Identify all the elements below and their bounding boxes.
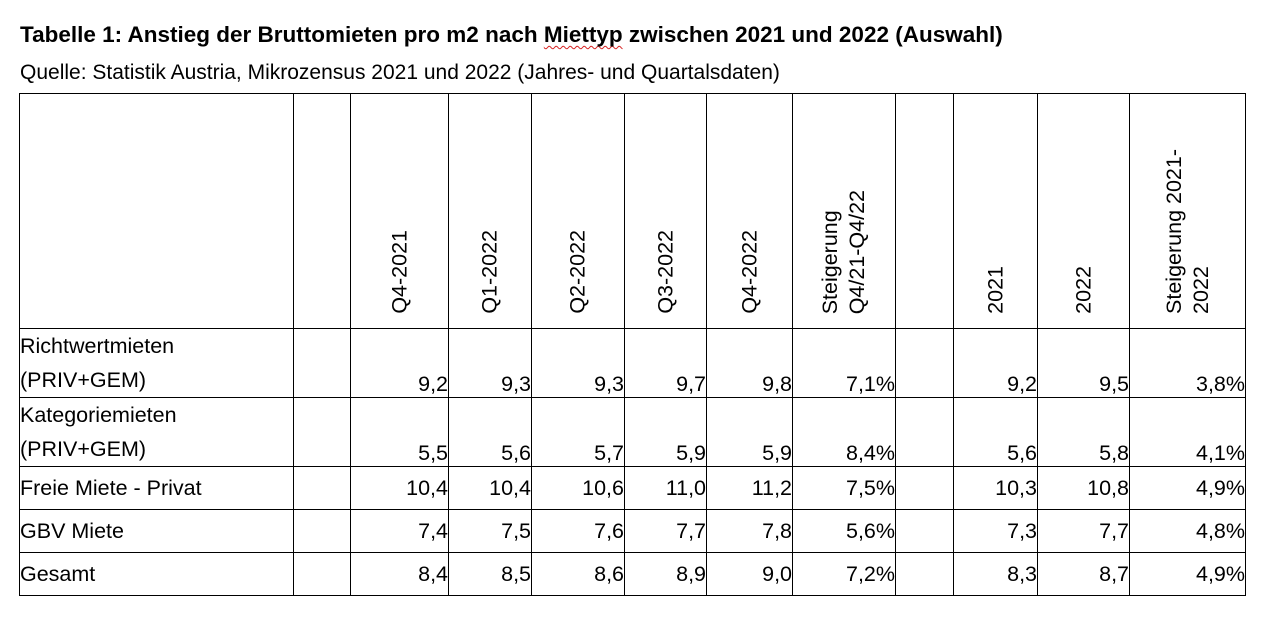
row-label: Richtwertmieten (PRIV+GEM): [20, 329, 294, 398]
value-cell-q1-2022: 10,4: [449, 467, 532, 510]
value-cell-q4-2022: 9,0: [707, 553, 793, 596]
value-cell-steigerung-y: 4,9%: [1130, 467, 1246, 510]
spacer-cell: [294, 510, 351, 553]
table-row: [20, 398, 1246, 467]
row-label: GBV Miete: [20, 510, 294, 553]
value-cell-y2021: 5,6: [954, 398, 1038, 467]
value-cell-q3-2022: 11,0: [625, 467, 707, 510]
header-row: [20, 94, 1246, 329]
value-cell-steigerung-q: 8,4%: [793, 398, 896, 467]
header-q4-2021: Q4-2021: [351, 94, 449, 329]
rent-table: [19, 93, 1246, 596]
value-cell-steigerung-y: 4,1%: [1130, 398, 1246, 467]
value-cell-q4-2021: 8,4: [351, 553, 449, 596]
value-cell-q2-2022: 10,6: [532, 467, 625, 510]
value-cell-q2-2022: 7,6: [532, 510, 625, 553]
spacer-cell: [294, 398, 351, 467]
value-cell-steigerung-q: 7,5%: [793, 467, 896, 510]
title-text-end: zwischen 2021 und 2022 (Auswahl): [622, 22, 1003, 47]
value-cell-q4-2021: 5,5: [351, 398, 449, 467]
header-cell-spacer: [896, 94, 954, 329]
value-cell-q4-2022: 5,9: [707, 398, 793, 467]
spacer-cell: [896, 553, 954, 596]
value-cell-steigerung-q: 7,2%: [793, 553, 896, 596]
value-cell-y2021: 9,2: [954, 329, 1038, 398]
header-q1-2022: Q1-2022: [449, 94, 532, 329]
header-q4-2022: Q4-2022: [707, 94, 793, 329]
table-row: [20, 553, 1246, 596]
spacer-cell: [896, 329, 954, 398]
table-title: [20, 22, 1003, 48]
value-cell-q4-2021: 9,2: [351, 329, 449, 398]
value-cell-q2-2022: 8,6: [532, 553, 625, 596]
value-cell-q4-2022: 7,8: [707, 510, 793, 553]
spacer-cell: [896, 467, 954, 510]
value-cell-y2022: 10,8: [1038, 467, 1130, 510]
value-cell-y2022: 8,7: [1038, 553, 1130, 596]
spacer-cell: [896, 398, 954, 467]
value-cell-y2022: 7,7: [1038, 510, 1130, 553]
value-cell-y2022: 5,8: [1038, 398, 1130, 467]
value-cell-q1-2022: 7,5: [449, 510, 532, 553]
header-steigerung-quartal: Steigerung Q4/21-Q4/22: [793, 94, 896, 329]
table-row: [20, 510, 1246, 553]
spacer-cell: [294, 467, 351, 510]
spellcheck-marked-word: Miettyp: [543, 22, 623, 47]
value-cell-q4-2022: 11,2: [707, 467, 793, 510]
value-cell-q3-2022: 8,9: [625, 553, 707, 596]
value-cell-steigerung-q: 5,6%: [793, 510, 896, 553]
row-label: Kategoriemieten (PRIV+GEM): [20, 398, 294, 467]
value-cell-q1-2022: 9,3: [449, 329, 532, 398]
header-steigerung-jahr: Steigerung 2021- 2022: [1130, 94, 1246, 329]
value-cell-q2-2022: 9,3: [532, 329, 625, 398]
value-cell-q3-2022: 7,7: [625, 510, 707, 553]
value-cell-y2022: 9,5: [1038, 329, 1130, 398]
row-label: Freie Miete - Privat: [20, 467, 294, 510]
header-cell-spacer: [294, 94, 351, 329]
source-note: Quelle: Statistik Austria, Mikrozensus 2021 und 2022 (Jahres- und Quartalsdaten): [20, 61, 780, 84]
value-cell-y2021: 10,3: [954, 467, 1038, 510]
value-cell-q3-2022: 9,7: [625, 329, 707, 398]
header-2021: 2021: [954, 94, 1038, 329]
spacer-cell: [294, 553, 351, 596]
header-cell-empty: [20, 94, 294, 329]
value-cell-steigerung-y: 3,8%: [1130, 329, 1246, 398]
value-cell-q3-2022: 5,9: [625, 398, 707, 467]
value-cell-q4-2021: 7,4: [351, 510, 449, 553]
value-cell-q4-2021: 10,4: [351, 467, 449, 510]
value-cell-y2021: 8,3: [954, 553, 1038, 596]
spacer-cell: [294, 329, 351, 398]
value-cell-steigerung-q: 7,1%: [793, 329, 896, 398]
row-label: Gesamt: [20, 553, 294, 596]
value-cell-q2-2022: 5,7: [532, 398, 625, 467]
value-cell-q1-2022: 5,6: [449, 398, 532, 467]
table-row: [20, 329, 1246, 398]
value-cell-steigerung-y: 4,9%: [1130, 553, 1246, 596]
value-cell-q4-2022: 9,8: [707, 329, 793, 398]
header-q3-2022: Q3-2022: [625, 94, 707, 329]
value-cell-q1-2022: 8,5: [449, 553, 532, 596]
value-cell-steigerung-y: 4,8%: [1130, 510, 1246, 553]
table-row: [20, 467, 1246, 510]
value-cell-y2021: 7,3: [954, 510, 1038, 553]
header-2022: 2022: [1038, 94, 1130, 329]
spacer-cell: [896, 510, 954, 553]
title-text-start: Tabelle 1: Anstieg der Bruttomieten pro m2 nach: [20, 22, 544, 47]
header-q2-2022: Q2-2022: [532, 94, 625, 329]
